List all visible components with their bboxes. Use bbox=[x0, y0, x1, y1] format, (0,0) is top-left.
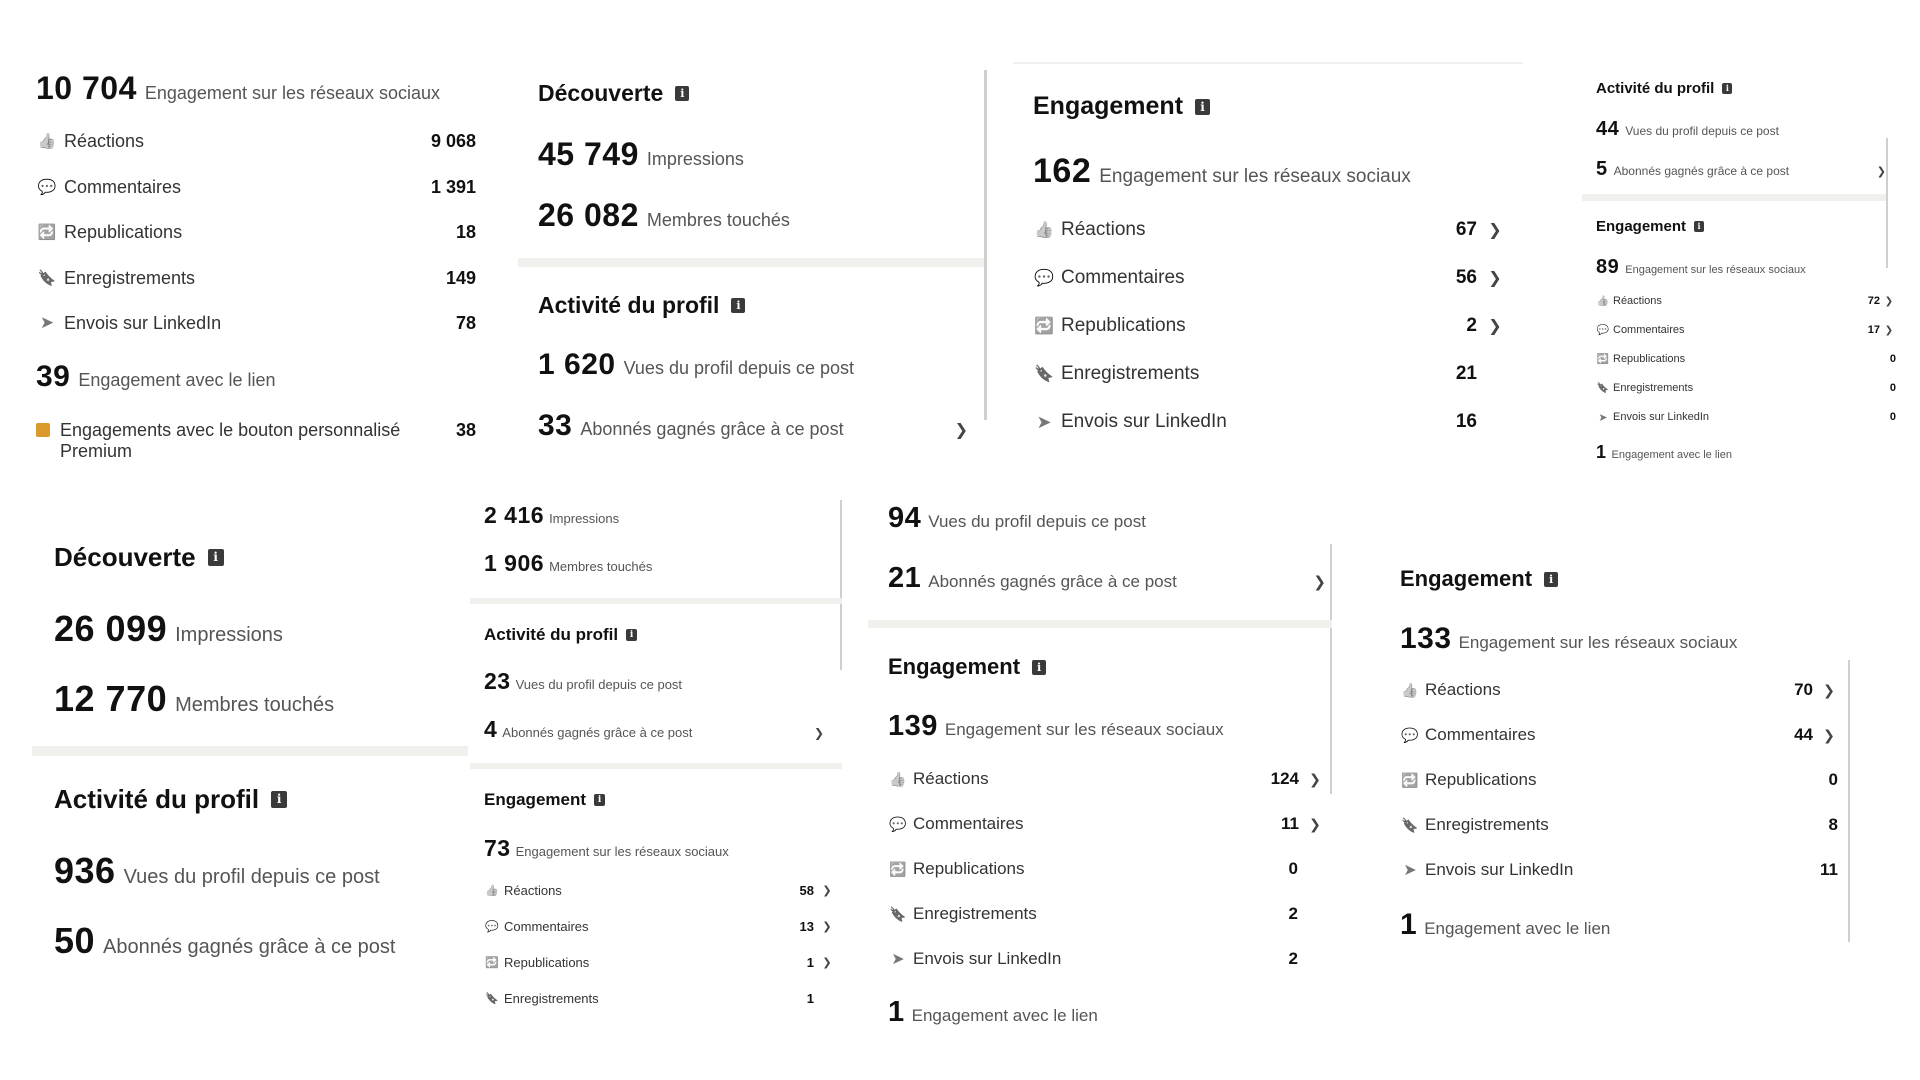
engagement-total-label: Engagement sur les réseaux sociaux bbox=[144, 83, 441, 103]
followers-label: Abonnés gagnés grâce à ce post bbox=[928, 572, 1177, 591]
reached-label: Membres touchés bbox=[175, 694, 335, 716]
metric-label: Enregistrements bbox=[1425, 815, 1549, 834]
followers-value: 50 bbox=[54, 920, 96, 961]
chevron-right-icon[interactable]: ❯ bbox=[1884, 295, 1894, 307]
followers-value: 4 bbox=[484, 716, 498, 742]
metric-label: Réactions bbox=[1061, 219, 1146, 240]
metric-value: 1 bbox=[806, 954, 814, 970]
engagement-heading bbox=[888, 654, 1046, 680]
metric-label: Enregistrements bbox=[1061, 363, 1200, 384]
send-icon: ➤ bbox=[1403, 862, 1417, 879]
thumbs-up-icon: 👍 bbox=[1401, 681, 1419, 698]
impressions-value: 2 416 bbox=[484, 502, 545, 528]
profile-activity-title: Activité du profil bbox=[538, 292, 720, 318]
metric-value: 0 bbox=[1288, 859, 1298, 878]
profile-views-label: Vues du profil depuis ce post bbox=[515, 677, 683, 692]
info-icon[interactable]: i bbox=[1722, 83, 1732, 94]
profile-activity-title: Activité du profil bbox=[54, 784, 260, 814]
metric-label: Réactions bbox=[64, 130, 145, 151]
info-icon[interactable]: i bbox=[1694, 221, 1704, 232]
info-icon[interactable]: i bbox=[731, 298, 745, 313]
premium-value: 38 bbox=[455, 420, 476, 440]
chevron-right-icon[interactable]: ❯ bbox=[1823, 726, 1835, 743]
engagement-total-value: 133 bbox=[1400, 622, 1452, 655]
chevron-right-icon[interactable]: ❯ bbox=[813, 726, 824, 740]
metric-label: Envois sur LinkedIn bbox=[1425, 860, 1574, 879]
metric-label: Enregistrements bbox=[504, 990, 599, 1006]
metric-row-saves bbox=[1033, 360, 1507, 388]
metric-row-reactions[interactable] bbox=[484, 881, 836, 899]
engagement-title: Engagement bbox=[1033, 92, 1184, 120]
metric-label: Enregistrements bbox=[1613, 382, 1694, 394]
comment-icon: 💬 bbox=[1034, 270, 1054, 287]
section-divider bbox=[32, 746, 468, 756]
metric-row-reposts[interactable] bbox=[1033, 312, 1507, 340]
chevron-right-icon[interactable]: ❯ bbox=[1309, 770, 1321, 787]
reached-line bbox=[54, 678, 334, 720]
engagement-total-line bbox=[1400, 622, 1737, 656]
reached-line bbox=[538, 197, 790, 234]
engagement-heading bbox=[1596, 218, 1704, 235]
info-icon[interactable]: i bbox=[1195, 99, 1210, 115]
repost-icon: 🔁 bbox=[889, 860, 907, 877]
engagement-total-label: Engagement sur les réseaux sociaux bbox=[944, 720, 1224, 739]
impressions-label: Impressions bbox=[175, 624, 283, 646]
metric-label: Republications bbox=[504, 954, 590, 970]
metric-value: 0 bbox=[1889, 411, 1896, 423]
metric-label: Republications bbox=[1425, 770, 1537, 789]
bookmark-icon: 🔖 bbox=[1034, 366, 1054, 383]
discovery-heading bbox=[54, 542, 224, 573]
followers-label: Abonnés gagnés grâce à ce post bbox=[1613, 164, 1790, 178]
repost-icon: 🔁 bbox=[37, 224, 57, 241]
engagement-total-value: 89 bbox=[1596, 256, 1620, 278]
impressions-line bbox=[54, 608, 283, 650]
engagement-total-value: 162 bbox=[1033, 152, 1092, 190]
section-divider bbox=[518, 258, 986, 267]
metric-label: Commentaires bbox=[504, 918, 589, 934]
panel-engagement-1 bbox=[0, 0, 500, 480]
vertical-divider bbox=[1848, 660, 1850, 942]
engagement-total-line bbox=[1596, 256, 1806, 279]
metric-value: 67 bbox=[1455, 219, 1477, 240]
profile-activity-heading bbox=[54, 784, 287, 815]
impressions-line bbox=[484, 502, 619, 529]
metric-label: Envois sur LinkedIn bbox=[1613, 411, 1709, 423]
info-icon[interactable]: i bbox=[208, 549, 224, 566]
panel-discovery-2 bbox=[0, 490, 470, 1010]
link-engagement-line bbox=[1400, 908, 1610, 942]
bookmark-icon: 🔖 bbox=[1596, 382, 1610, 394]
metric-row-reactions[interactable] bbox=[36, 128, 476, 154]
chevron-right-icon[interactable]: ❯ bbox=[1309, 815, 1321, 832]
engagement-total-label: Engagement sur les réseaux sociaux bbox=[1099, 166, 1411, 187]
metric-row-sends bbox=[1400, 858, 1840, 882]
followers-line bbox=[54, 920, 395, 962]
engagement-title: Engagement bbox=[484, 790, 587, 809]
thumbs-up-icon: 👍 bbox=[889, 770, 907, 787]
info-icon[interactable]: i bbox=[626, 629, 637, 641]
comment-icon: 💬 bbox=[889, 815, 907, 832]
section-divider bbox=[470, 763, 842, 769]
metric-value: 16 bbox=[1455, 411, 1477, 432]
metric-label: Enregistrements bbox=[64, 267, 196, 288]
metric-value: 2 bbox=[1466, 315, 1477, 336]
metric-row-reposts[interactable] bbox=[36, 219, 476, 245]
metric-value: 44 bbox=[1794, 725, 1813, 744]
metric-label: Enregistrements bbox=[913, 904, 1037, 923]
link-engagement-label: Engagement avec le lien bbox=[1611, 449, 1732, 461]
profile-views-line bbox=[54, 850, 380, 892]
metric-value: 21 bbox=[1455, 363, 1477, 384]
discovery-title: Découverte bbox=[538, 80, 664, 106]
chevron-right-icon[interactable]: ❯ bbox=[954, 422, 968, 439]
metric-row-sends bbox=[1596, 409, 1896, 425]
metric-label: Commentaires bbox=[1061, 267, 1185, 288]
metric-row-reactions[interactable] bbox=[1596, 293, 1896, 309]
profile-views-value: 1 620 bbox=[538, 348, 616, 381]
profile-activity-heading bbox=[538, 292, 745, 319]
premium-label: Engagements avec le bouton personnalisé Premium bbox=[60, 420, 401, 461]
followers-label: Abonnés gagnés grâce à ce post bbox=[580, 419, 844, 439]
reached-value: 1 906 bbox=[484, 550, 545, 576]
bookmark-icon: 🔖 bbox=[37, 270, 57, 287]
vertical-divider bbox=[1886, 138, 1888, 268]
thumbs-up-icon: 👍 bbox=[1596, 295, 1610, 307]
bookmark-icon: 🔖 bbox=[485, 992, 499, 1005]
metric-value: 9 068 bbox=[430, 130, 476, 151]
metric-label: Commentaires bbox=[913, 814, 1024, 833]
profile-views-label: Vues du profil depuis ce post bbox=[1625, 124, 1779, 138]
repost-icon: 🔁 bbox=[1596, 353, 1610, 365]
impressions-label: Impressions bbox=[549, 511, 620, 526]
impressions-value: 45 749 bbox=[538, 136, 639, 172]
link-engagement-label: Engagement avec le lien bbox=[78, 370, 276, 390]
profile-views-value: 23 bbox=[484, 668, 511, 694]
metric-value: 2 bbox=[1288, 949, 1298, 968]
info-icon[interactable]: i bbox=[594, 794, 605, 806]
metric-row-reposts bbox=[1596, 351, 1896, 367]
engagement-heading bbox=[1033, 92, 1210, 121]
metric-label: Republications bbox=[1613, 353, 1686, 365]
impressions-label: Impressions bbox=[646, 149, 744, 169]
metric-row-comments[interactable] bbox=[484, 917, 836, 935]
followers-row[interactable] bbox=[888, 562, 1326, 595]
top-divider bbox=[1013, 62, 1523, 64]
metric-row-sends bbox=[36, 310, 476, 336]
metric-row-saves bbox=[888, 902, 1326, 926]
profile-views-label: Vues du profil depuis ce post bbox=[623, 358, 855, 378]
engagement-total-value: 10 704 bbox=[36, 70, 137, 106]
metric-value: 1 391 bbox=[430, 176, 476, 197]
send-icon: ➤ bbox=[891, 951, 905, 968]
thumbs-up-icon: 👍 bbox=[485, 884, 499, 897]
link-engagement-label: Engagement avec le lien bbox=[1424, 919, 1611, 938]
followers-row[interactable] bbox=[1596, 158, 1886, 181]
link-engagement-line bbox=[888, 996, 1098, 1029]
profile-views-label: Vues du profil depuis ce post bbox=[123, 866, 380, 888]
followers-value: 5 bbox=[1596, 158, 1608, 180]
chevron-right-icon[interactable]: ❯ bbox=[1488, 270, 1502, 287]
metric-row-sends bbox=[888, 947, 1326, 971]
chevron-right-icon[interactable]: ❯ bbox=[822, 920, 832, 933]
profile-views-value: 44 bbox=[1596, 118, 1620, 140]
metric-row-comments[interactable] bbox=[1596, 322, 1896, 338]
engagement-total-label: Engagement sur les réseaux sociaux bbox=[1625, 264, 1806, 276]
chevron-right-icon[interactable]: ❯ bbox=[822, 884, 832, 897]
bookmark-icon: 🔖 bbox=[1401, 816, 1419, 833]
engagement-total-value: 73 bbox=[484, 835, 511, 861]
link-engagement-line bbox=[36, 360, 276, 394]
engagement-total-label: Engagement sur les réseaux sociaux bbox=[1458, 633, 1738, 652]
vertical-divider bbox=[1330, 544, 1332, 794]
panel-discovery-1 bbox=[500, 0, 990, 480]
reached-line bbox=[484, 550, 652, 577]
vertical-divider bbox=[840, 500, 842, 670]
metric-label: Republications bbox=[64, 221, 183, 242]
chevron-right-icon[interactable]: ❯ bbox=[1488, 318, 1502, 335]
profile-activity-title: Activité du profil bbox=[484, 625, 619, 644]
metric-row-reactions[interactable] bbox=[888, 767, 1326, 791]
metric-row-reposts bbox=[888, 857, 1326, 881]
profile-views-label: Vues du profil depuis ce post bbox=[928, 512, 1146, 531]
metric-row-comments[interactable] bbox=[36, 174, 476, 200]
link-engagement-value: 1 bbox=[1400, 908, 1418, 941]
metric-label: Envois sur LinkedIn bbox=[913, 949, 1062, 968]
followers-row[interactable] bbox=[484, 716, 824, 743]
metric-label: Commentaires bbox=[64, 176, 182, 197]
metric-value: 1 bbox=[806, 990, 814, 1006]
panel-engagement-3 bbox=[860, 490, 1340, 1050]
metric-value: 0 bbox=[1889, 382, 1896, 394]
engagement-total-line bbox=[1033, 152, 1411, 191]
section-divider bbox=[1582, 194, 1886, 201]
followers-value: 21 bbox=[888, 562, 922, 594]
reached-value: 26 082 bbox=[538, 197, 639, 233]
metric-value: 2 bbox=[1288, 904, 1298, 923]
repost-icon: 🔁 bbox=[1401, 771, 1419, 788]
metric-label: Republications bbox=[1061, 315, 1186, 336]
metric-value: 70 bbox=[1794, 680, 1813, 699]
vertical-divider bbox=[984, 70, 987, 420]
info-icon[interactable]: i bbox=[1032, 660, 1046, 675]
discovery-title: Découverte bbox=[54, 542, 196, 572]
metric-label: Republications bbox=[913, 859, 1025, 878]
metric-label: Réactions bbox=[1425, 680, 1501, 699]
followers-row[interactable] bbox=[538, 409, 968, 443]
metric-label: Réactions bbox=[1613, 295, 1662, 307]
link-engagement-value: 1 bbox=[888, 996, 905, 1028]
link-engagement-value: 1 bbox=[1596, 442, 1607, 462]
send-icon: ➤ bbox=[39, 313, 55, 332]
metric-row-reposts bbox=[1400, 768, 1840, 792]
engagement-title: Engagement bbox=[888, 654, 1021, 679]
metric-row-comments[interactable] bbox=[888, 812, 1326, 836]
metric-value: 56 bbox=[1455, 267, 1477, 288]
profile-activity-title: Activité du profil bbox=[1596, 80, 1715, 97]
metric-row-saves bbox=[484, 989, 836, 1007]
metric-row-saves bbox=[36, 265, 476, 291]
link-engagement-label: Engagement avec le lien bbox=[911, 1006, 1098, 1025]
engagement-total-line bbox=[484, 835, 729, 862]
metric-value: 18 bbox=[455, 221, 476, 242]
thumbs-up-icon: 👍 bbox=[1034, 222, 1054, 239]
comment-icon: 💬 bbox=[1401, 726, 1419, 743]
metric-row-comments[interactable] bbox=[1400, 723, 1840, 747]
metric-value: 78 bbox=[455, 312, 476, 333]
chevron-right-icon[interactable]: ❯ bbox=[1876, 166, 1886, 178]
metric-label: Envois sur LinkedIn bbox=[1061, 411, 1227, 432]
metric-value: 8 bbox=[1828, 815, 1838, 834]
metric-label: Réactions bbox=[504, 882, 562, 898]
link-engagement-value: 39 bbox=[36, 360, 71, 393]
followers-value: 33 bbox=[538, 409, 573, 442]
metric-row-sends bbox=[1033, 408, 1507, 436]
metric-value: 58 bbox=[799, 882, 814, 898]
reached-value: 12 770 bbox=[54, 678, 168, 719]
panel-mixed-stats bbox=[470, 490, 850, 1030]
metric-value: 11 bbox=[1820, 860, 1838, 879]
metric-value: 17 bbox=[1867, 324, 1880, 336]
chevron-right-icon[interactable]: ❯ bbox=[1313, 574, 1326, 591]
metric-label: Réactions bbox=[913, 769, 989, 788]
impressions-line bbox=[538, 136, 744, 173]
comment-icon: 💬 bbox=[1596, 324, 1610, 336]
followers-label: Abonnés gagnés grâce à ce post bbox=[103, 936, 396, 958]
profile-activity-heading bbox=[484, 625, 637, 645]
metric-row-premium[interactable] bbox=[36, 420, 476, 462]
metric-value: 0 bbox=[1828, 770, 1838, 789]
metric-label: Envois sur LinkedIn bbox=[64, 312, 222, 333]
section-divider bbox=[470, 598, 842, 604]
metric-label: Commentaires bbox=[1425, 725, 1536, 744]
discovery-heading bbox=[538, 80, 689, 107]
reached-label: Membres touchés bbox=[549, 559, 653, 574]
metric-row-reactions[interactable] bbox=[1400, 678, 1840, 702]
engagement-heading bbox=[1400, 566, 1558, 592]
engagement-heading bbox=[484, 790, 605, 810]
chevron-right-icon[interactable]: ❯ bbox=[822, 956, 832, 969]
profile-views-line bbox=[1596, 118, 1779, 141]
metric-row-reposts[interactable] bbox=[484, 953, 836, 971]
profile-views-value: 936 bbox=[54, 850, 116, 891]
metric-value: 149 bbox=[445, 267, 476, 288]
repost-icon: 🔁 bbox=[485, 956, 499, 969]
profile-activity-heading bbox=[1596, 80, 1732, 97]
bookmark-icon: 🔖 bbox=[889, 905, 907, 922]
profile-views-line bbox=[888, 502, 1146, 535]
chevron-right-icon[interactable]: ❯ bbox=[1488, 222, 1502, 239]
comment-icon: 💬 bbox=[37, 179, 57, 196]
send-icon: ➤ bbox=[1598, 411, 1608, 424]
metric-value: 72 bbox=[1867, 295, 1880, 307]
section-divider bbox=[868, 620, 1332, 628]
engagement-total-line bbox=[888, 710, 1224, 743]
chevron-right-icon[interactable]: ❯ bbox=[1884, 324, 1894, 336]
panel-mini-stats bbox=[1580, 0, 1920, 480]
profile-views-value: 94 bbox=[888, 502, 922, 534]
engagement-title: Engagement bbox=[1400, 566, 1533, 591]
profile-views-line bbox=[484, 668, 682, 695]
panel-engagement-2 bbox=[1005, 0, 1525, 470]
comment-icon: 💬 bbox=[485, 920, 499, 933]
metric-value: 124 bbox=[1270, 769, 1299, 788]
engagement-title: Engagement bbox=[1596, 218, 1687, 235]
followers-label: Abonnés gagnés grâce à ce post bbox=[502, 725, 693, 740]
info-icon[interactable]: i bbox=[675, 86, 689, 101]
metric-value: 13 bbox=[799, 918, 814, 934]
thumbs-up-icon: 👍 bbox=[37, 133, 57, 150]
metric-row-saves bbox=[1596, 380, 1896, 396]
metric-row-comments[interactable] bbox=[1033, 264, 1507, 292]
impressions-value: 26 099 bbox=[54, 608, 168, 649]
engagement-total-label: Engagement sur les réseaux sociaux bbox=[515, 844, 729, 859]
send-icon: ➤ bbox=[1036, 411, 1052, 432]
metric-row-saves bbox=[1400, 813, 1840, 837]
metric-value: 11 bbox=[1281, 814, 1299, 833]
info-icon[interactable]: i bbox=[1544, 572, 1558, 587]
chevron-right-icon[interactable]: ❯ bbox=[1823, 681, 1835, 698]
panel-engagement-4 bbox=[1380, 490, 1900, 970]
engagement-total-value: 139 bbox=[888, 710, 938, 742]
link-engagement-line bbox=[1596, 442, 1732, 463]
metric-row-reactions[interactable] bbox=[1033, 216, 1507, 244]
profile-views-line bbox=[538, 348, 854, 382]
premium-badge-icon bbox=[36, 423, 50, 437]
reached-label: Membres touchés bbox=[646, 210, 790, 230]
engagement-total-line bbox=[36, 70, 440, 107]
info-icon[interactable]: i bbox=[271, 791, 287, 808]
metric-label: Commentaires bbox=[1613, 324, 1685, 336]
repost-icon: 🔁 bbox=[1034, 318, 1054, 335]
metric-value: 0 bbox=[1889, 353, 1896, 365]
